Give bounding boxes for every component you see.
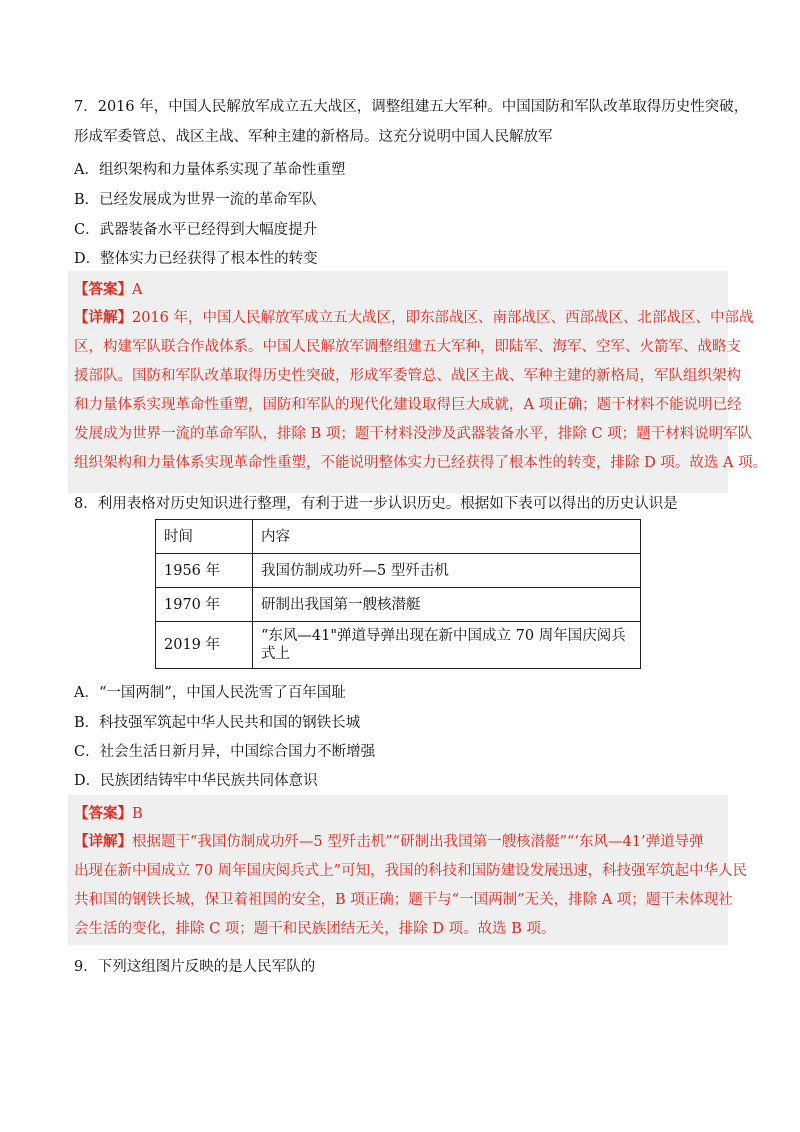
q8-answer-value: B [132,806,143,822]
q7-detail-line-1 [74,308,754,328]
table-header-time: 时间 [156,520,253,554]
q8-answer-box [68,795,748,945]
q7-detail-line-3: 援部队。国防和军队改革取得历史性突破，形成军委管总、战区主战、军种主建的新格局，军队组织架构 [74,368,741,384]
q8-option-c: C．社会生活日新月异，中国综合国力不断增强 [74,744,376,760]
q7-answer-value: A [132,282,143,298]
q7-detail-label: 【详解】 [74,309,132,326]
q8-stem-line-1: 8．利用表格对历史知识进行整理，有利于进一步认识历史。根据如下表可以得出的历史认识是 [74,496,678,512]
q8-detail-line-4: 会生活的变化，排除 C 项；题干和民族团结无关，排除 D 项。故选 B 项。 [74,921,556,937]
q8-detail-line-1 [74,832,704,852]
q8-answer-label: 【答案】 [74,805,132,822]
table-cell-content: “东风—41"弹道导弹出现在新中国成立 70 周年国庆阅兵式上 [253,622,641,669]
q8-detail-text-1: 根据题干“我国仿制成功歼—5 型歼击机”“研制出我国第一艘核潜艇”“‘东风—41’弹道导弹 [132,834,704,850]
table-header-content: 内容 [253,520,641,554]
q8-detail-label: 【详解】 [74,833,132,850]
table-cell-content: 研制出我国第一艘核潜艇 [253,588,641,622]
q7-detail-line-2: 区，构建军队联合作战体系。中国人民解放军调整组建五大军种，即陆军、海军、空军、火箭军、战略支 [74,339,741,355]
q8-option-b: B．科技强军筑起中华人民共和国的钢铁长城 [74,715,361,731]
table-row [156,554,641,588]
q7-answer-label: 【答案】 [74,281,132,298]
q7-answer-line [74,280,142,300]
q7-option-b: B．已经发展成为世界一流的革命军队 [74,192,317,208]
q7-detail-text-1: 2016 年，中国人民解放军成立五大战区，即东部战区、南部战区、西部战区、北部战区、中部战 [132,310,754,326]
q7-option-d: D．整体实力已经获得了根本性的转变 [74,251,318,267]
q8-detail-line-3: 共和国的钢铁长城，保卫着祖国的安全，B 项正确；题干与“一国两制”无关，排除 A 项；题干未体现社 [74,892,733,908]
q7-option-a: A．组织架构和力量体系实现了革命性重塑 [74,162,346,178]
q7-detail-line-5: 发展成为世界一流的革命军队，排除 B 项；题干材料没涉及武器装备水平，排除 C 项；题干材料说明军队 [74,426,753,442]
q8-option-d: D．民族团结铸牢中华民族共同体意识 [74,773,318,789]
q7-option-c: C．武器装备水平已经得到大幅度提升 [74,222,318,238]
q8-detail-line-2: 出现在新中国成立 70 周年国庆阅兵式上”可知，我国的科技和国防建设发展迅速，科技强军筑起中华人民 [74,863,748,879]
table-cell-time: 1970 年 [156,588,253,622]
table-header-row [156,520,641,554]
q9-stem-line-1: 9．下列这组图片反映的是人民军队的 [74,959,316,975]
q7-detail-line-6: 组织架构和力量体系实现革命性重塑，不能说明整体实力已经获得了根本性的转变，排除 D 项。故选 A 项。 [74,455,768,471]
q8-history-table [155,519,641,669]
table-cell-time: 1956 年 [156,554,253,588]
q7-answer-box [68,271,768,493]
table-row [156,622,641,669]
q7-stem-line-1: 7．2016 年，中国人民解放军成立五大战区，调整组建五大军种。中国国防和军队改革取得历史性突破， [74,99,749,115]
q7-detail-line-4: 和力量体系实现革命性重塑，国防和军队的现代化建设取得巨大成就，A 项正确；题干材料不能说明已经 [74,397,742,413]
q8-option-a: A．“一国两制”，中国人民洗雪了百年国耻 [74,685,346,701]
q7-stem-line-2: 形成军委管总、战区主战、军种主建的新格局。这充分说明中国人民解放军 [74,129,553,145]
table-cell-content: 我国仿制成功歼—5 型歼击机 [253,554,641,588]
table-row [156,588,641,622]
q8-answer-line [74,804,143,824]
table-cell-time: 2019 年 [156,622,253,669]
